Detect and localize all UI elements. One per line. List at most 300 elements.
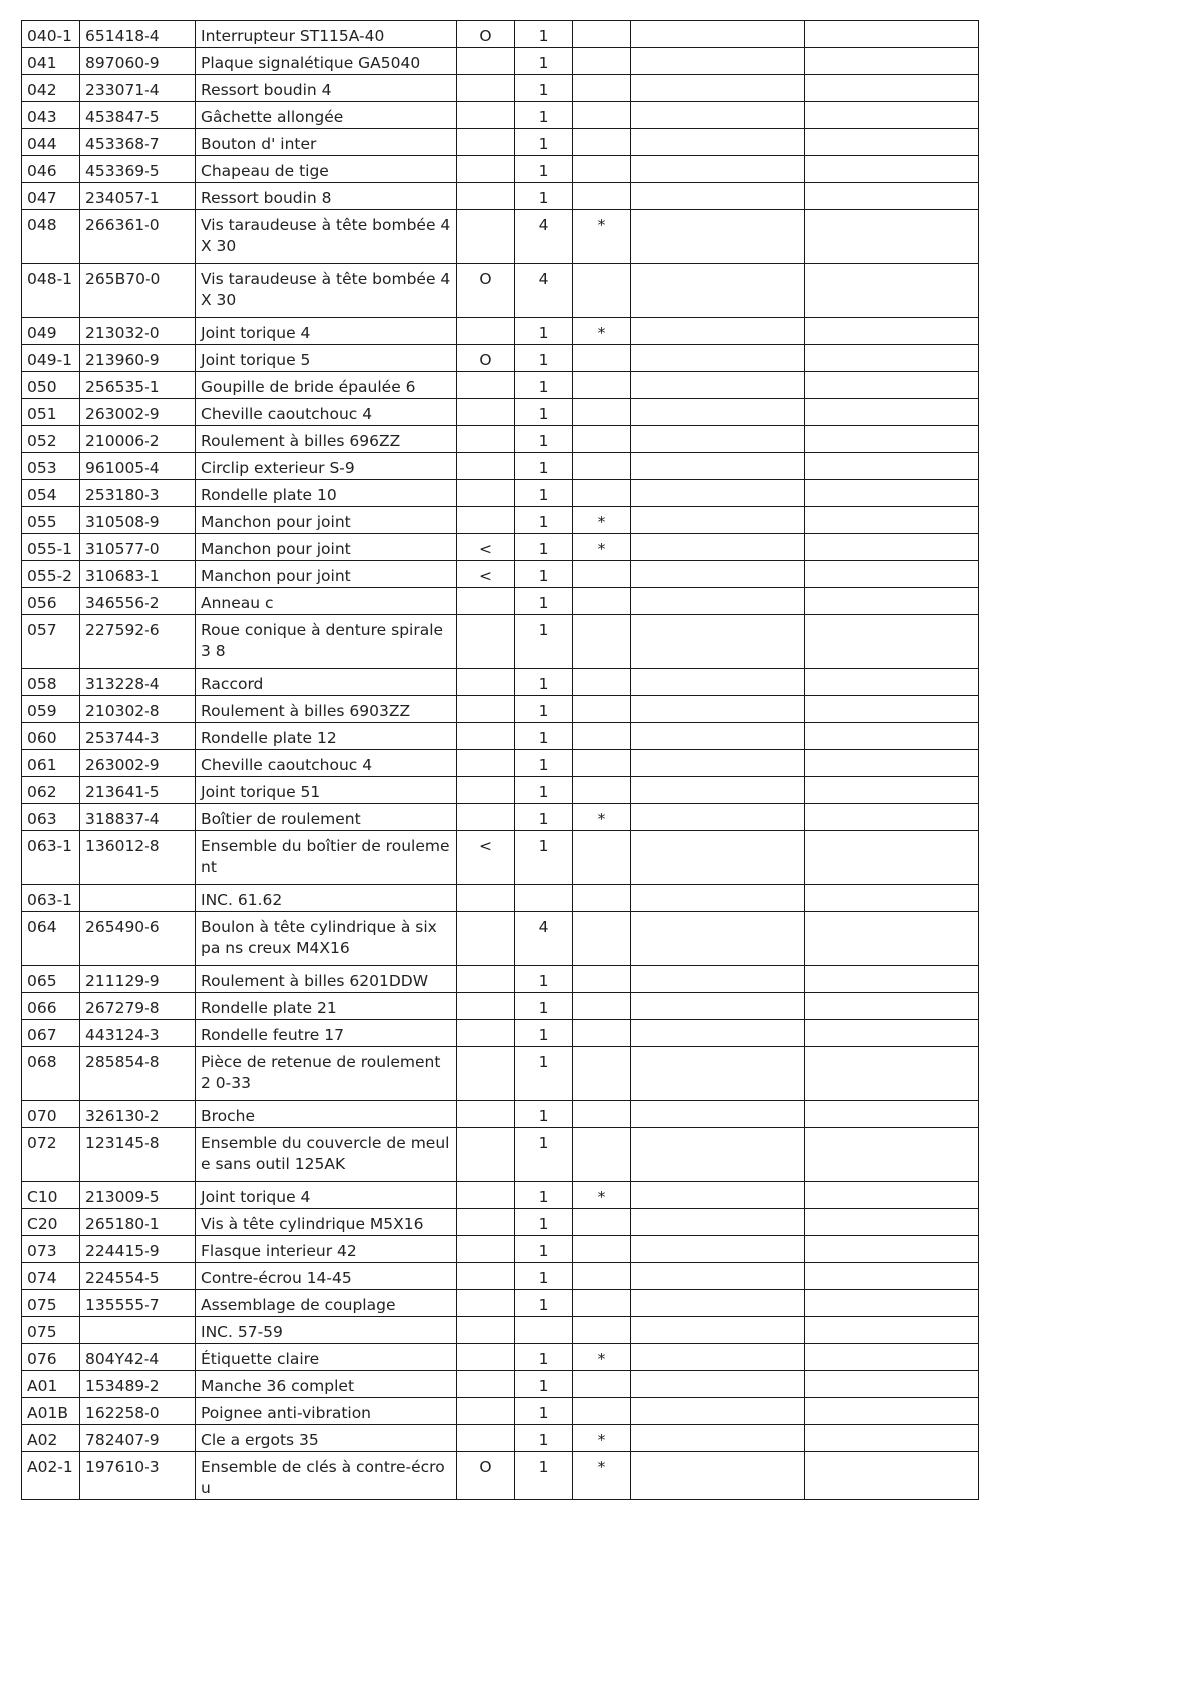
- blank-cell: [631, 1101, 805, 1128]
- quantity-cell: 1: [515, 561, 573, 588]
- blank-cell: [805, 750, 979, 777]
- substitution-cell: [457, 1344, 515, 1371]
- blank-cell: [631, 1344, 805, 1371]
- quantity-cell: 1: [515, 426, 573, 453]
- blank-cell: [631, 129, 805, 156]
- substitution-cell: [457, 507, 515, 534]
- description-cell: INC. 61.62: [196, 885, 457, 912]
- mark-cell: [573, 885, 631, 912]
- quantity-cell: 1: [515, 831, 573, 885]
- blank-cell: [805, 1209, 979, 1236]
- blank-cell: [805, 831, 979, 885]
- table-row: [22, 750, 979, 777]
- item-code-cell: 055-2: [22, 561, 80, 588]
- description-cell: Ressort boudin 8: [196, 183, 457, 210]
- item-code-cell: 053: [22, 453, 80, 480]
- substitution-cell: [457, 1290, 515, 1317]
- blank-cell: [805, 1452, 979, 1500]
- substitution-cell: [457, 1371, 515, 1398]
- blank-cell: [631, 534, 805, 561]
- blank-cell: [631, 264, 805, 318]
- substitution-cell: [457, 318, 515, 345]
- substitution-cell: [457, 1182, 515, 1209]
- substitution-cell: [457, 399, 515, 426]
- blank-cell: [805, 318, 979, 345]
- table-row: [22, 1452, 979, 1500]
- item-code-cell: 049-1: [22, 345, 80, 372]
- blank-cell: [805, 1344, 979, 1371]
- blank-cell: [631, 453, 805, 480]
- mark-cell: [573, 48, 631, 75]
- quantity-cell: 1: [515, 75, 573, 102]
- table-row: [22, 345, 979, 372]
- item-code-cell: 048: [22, 210, 80, 264]
- table-row: [22, 1371, 979, 1398]
- description-cell: Contre-écrou 14-45: [196, 1263, 457, 1290]
- substitution-cell: [457, 993, 515, 1020]
- description-cell: Rondelle plate 21: [196, 993, 457, 1020]
- item-code-cell: 050: [22, 372, 80, 399]
- part-number-cell: 213032-0: [80, 318, 196, 345]
- part-number-cell: 233071-4: [80, 75, 196, 102]
- description-cell: Boîtier de roulement: [196, 804, 457, 831]
- blank-cell: [631, 777, 805, 804]
- part-number-cell: 213960-9: [80, 345, 196, 372]
- quantity-cell: 1: [515, 156, 573, 183]
- mark-cell: [573, 777, 631, 804]
- part-number-cell: 453847-5: [80, 102, 196, 129]
- part-number-cell: 285854-8: [80, 1047, 196, 1101]
- description-cell: Interrupteur ST115A-40: [196, 21, 457, 48]
- substitution-cell: <: [457, 831, 515, 885]
- table-row: [22, 1128, 979, 1182]
- substitution-cell: [457, 588, 515, 615]
- item-code-cell: 041: [22, 48, 80, 75]
- part-number-cell: 651418-4: [80, 21, 196, 48]
- table-row: [22, 885, 979, 912]
- part-number-cell: 197610-3: [80, 1452, 196, 1500]
- mark-cell: [573, 1236, 631, 1263]
- mark-cell: [573, 1101, 631, 1128]
- part-number-cell: 123145-8: [80, 1128, 196, 1182]
- part-number-cell: 804Y42-4: [80, 1344, 196, 1371]
- blank-cell: [631, 1209, 805, 1236]
- blank-cell: [805, 1020, 979, 1047]
- substitution-cell: O: [457, 345, 515, 372]
- blank-cell: [805, 21, 979, 48]
- description-cell: Pièce de retenue de roulement 2 0-33: [196, 1047, 457, 1101]
- table-row: [22, 372, 979, 399]
- blank-cell: [631, 669, 805, 696]
- quantity-cell: 1: [515, 669, 573, 696]
- description-cell: Rondelle plate 12: [196, 723, 457, 750]
- description-cell: INC. 57-59: [196, 1317, 457, 1344]
- description-cell: Roulement à billes 6201DDW: [196, 966, 457, 993]
- mark-cell: [573, 75, 631, 102]
- item-code-cell: A01: [22, 1371, 80, 1398]
- description-cell: Roulement à billes 6903ZZ: [196, 696, 457, 723]
- item-code-cell: A02-1: [22, 1452, 80, 1500]
- blank-cell: [631, 750, 805, 777]
- item-code-cell: 056: [22, 588, 80, 615]
- part-number-cell: 265B70-0: [80, 264, 196, 318]
- table-row: [22, 777, 979, 804]
- part-number-cell: 210006-2: [80, 426, 196, 453]
- item-code-cell: 074: [22, 1263, 80, 1290]
- table-row: [22, 1290, 979, 1317]
- mark-cell: [573, 264, 631, 318]
- blank-cell: [631, 156, 805, 183]
- blank-cell: [631, 561, 805, 588]
- blank-cell: [805, 912, 979, 966]
- table-row: [22, 912, 979, 966]
- quantity-cell: 4: [515, 210, 573, 264]
- item-code-cell: 067: [22, 1020, 80, 1047]
- description-cell: Joint torique 51: [196, 777, 457, 804]
- blank-cell: [805, 102, 979, 129]
- quantity-cell: 4: [515, 912, 573, 966]
- substitution-cell: [457, 102, 515, 129]
- part-number-cell: 211129-9: [80, 966, 196, 993]
- item-code-cell: 075: [22, 1317, 80, 1344]
- description-cell: Rondelle plate 10: [196, 480, 457, 507]
- blank-cell: [631, 345, 805, 372]
- part-number-cell: 782407-9: [80, 1425, 196, 1452]
- table-row: [22, 183, 979, 210]
- blank-cell: [805, 588, 979, 615]
- item-code-cell: 049: [22, 318, 80, 345]
- substitution-cell: [457, 372, 515, 399]
- item-code-cell: 061: [22, 750, 80, 777]
- parts-table-body: [22, 21, 979, 1500]
- item-code-cell: 063: [22, 804, 80, 831]
- table-row: [22, 264, 979, 318]
- quantity-cell: 1: [515, 48, 573, 75]
- blank-cell: [631, 399, 805, 426]
- item-code-cell: 075: [22, 1290, 80, 1317]
- part-number-cell: 897060-9: [80, 48, 196, 75]
- description-cell: Bouton d' inter: [196, 129, 457, 156]
- quantity-cell: 1: [515, 588, 573, 615]
- description-cell: Gâchette allongée: [196, 102, 457, 129]
- quantity-cell: 1: [515, 1236, 573, 1263]
- quantity-cell: 1: [515, 804, 573, 831]
- table-row: [22, 669, 979, 696]
- table-row: [22, 210, 979, 264]
- substitution-cell: [457, 210, 515, 264]
- description-cell: Circlip exterieur S-9: [196, 453, 457, 480]
- quantity-cell: 1: [515, 399, 573, 426]
- substitution-cell: O: [457, 21, 515, 48]
- parts-table: [21, 20, 979, 1500]
- item-code-cell: 072: [22, 1128, 80, 1182]
- mark-cell: [573, 912, 631, 966]
- quantity-cell: 1: [515, 1047, 573, 1101]
- substitution-cell: [457, 48, 515, 75]
- blank-cell: [631, 723, 805, 750]
- description-cell: Vis à tête cylindrique M5X16: [196, 1209, 457, 1236]
- mark-cell: [573, 21, 631, 48]
- blank-cell: [631, 426, 805, 453]
- part-number-cell: 135555-7: [80, 1290, 196, 1317]
- mark-cell: [573, 129, 631, 156]
- blank-cell: [805, 453, 979, 480]
- quantity-cell: 1: [515, 1263, 573, 1290]
- part-number-cell: 253744-3: [80, 723, 196, 750]
- item-code-cell: 052: [22, 426, 80, 453]
- substitution-cell: [457, 885, 515, 912]
- mark-cell: *: [573, 1452, 631, 1500]
- mark-cell: [573, 1263, 631, 1290]
- blank-cell: [805, 1182, 979, 1209]
- part-number-cell: 267279-8: [80, 993, 196, 1020]
- mark-cell: [573, 615, 631, 669]
- substitution-cell: [457, 129, 515, 156]
- quantity-cell: 1: [515, 1452, 573, 1500]
- blank-cell: [631, 372, 805, 399]
- quantity-cell: 1: [515, 129, 573, 156]
- quantity-cell: 1: [515, 1371, 573, 1398]
- mark-cell: [573, 156, 631, 183]
- item-code-cell: 059: [22, 696, 80, 723]
- item-code-cell: 044: [22, 129, 80, 156]
- item-code-cell: 057: [22, 615, 80, 669]
- blank-cell: [631, 696, 805, 723]
- quantity-cell: 1: [515, 1425, 573, 1452]
- blank-cell: [805, 1128, 979, 1182]
- blank-cell: [805, 534, 979, 561]
- quantity-cell: 1: [515, 696, 573, 723]
- blank-cell: [631, 102, 805, 129]
- item-code-cell: 066: [22, 993, 80, 1020]
- item-code-cell: 068: [22, 1047, 80, 1101]
- substitution-cell: [457, 1128, 515, 1182]
- description-cell: Goupille de bride épaulée 6: [196, 372, 457, 399]
- part-number-cell: 453368-7: [80, 129, 196, 156]
- description-cell: Manchon pour joint: [196, 507, 457, 534]
- blank-cell: [631, 1398, 805, 1425]
- blank-cell: [631, 1371, 805, 1398]
- part-number-cell: 310683-1: [80, 561, 196, 588]
- item-code-cell: C20: [22, 1209, 80, 1236]
- blank-cell: [805, 480, 979, 507]
- table-row: [22, 696, 979, 723]
- quantity-cell: 1: [515, 1101, 573, 1128]
- part-number-cell: 265180-1: [80, 1209, 196, 1236]
- blank-cell: [631, 318, 805, 345]
- item-code-cell: 046: [22, 156, 80, 183]
- table-row: [22, 534, 979, 561]
- substitution-cell: [457, 1317, 515, 1344]
- table-row: [22, 1209, 979, 1236]
- blank-cell: [805, 507, 979, 534]
- mark-cell: [573, 696, 631, 723]
- blank-cell: [805, 777, 979, 804]
- mark-cell: [573, 1317, 631, 1344]
- mark-cell: [573, 1371, 631, 1398]
- table-row: [22, 1236, 979, 1263]
- item-code-cell: A02: [22, 1425, 80, 1452]
- part-number-cell: 346556-2: [80, 588, 196, 615]
- quantity-cell: 1: [515, 1344, 573, 1371]
- mark-cell: *: [573, 534, 631, 561]
- table-row: [22, 1101, 979, 1128]
- table-row: [22, 1182, 979, 1209]
- substitution-cell: <: [457, 561, 515, 588]
- part-number-cell: 263002-9: [80, 750, 196, 777]
- table-row: [22, 1047, 979, 1101]
- blank-cell: [631, 804, 805, 831]
- item-code-cell: 055: [22, 507, 80, 534]
- item-code-cell: 065: [22, 966, 80, 993]
- table-row: [22, 1263, 979, 1290]
- description-cell: Joint torique 5: [196, 345, 457, 372]
- blank-cell: [805, 1425, 979, 1452]
- blank-cell: [805, 561, 979, 588]
- blank-cell: [631, 588, 805, 615]
- mark-cell: [573, 1290, 631, 1317]
- quantity-cell: 1: [515, 1128, 573, 1182]
- table-row: [22, 804, 979, 831]
- quantity-cell: 1: [515, 21, 573, 48]
- part-number-cell: 213641-5: [80, 777, 196, 804]
- mark-cell: *: [573, 1425, 631, 1452]
- blank-cell: [631, 183, 805, 210]
- substitution-cell: [457, 183, 515, 210]
- substitution-cell: [457, 750, 515, 777]
- quantity-cell: 1: [515, 1182, 573, 1209]
- quantity-cell: [515, 1317, 573, 1344]
- blank-cell: [805, 615, 979, 669]
- blank-cell: [631, 1128, 805, 1182]
- blank-cell: [805, 264, 979, 318]
- substitution-cell: O: [457, 264, 515, 318]
- table-row: [22, 48, 979, 75]
- blank-cell: [631, 831, 805, 885]
- blank-cell: [631, 1047, 805, 1101]
- blank-cell: [631, 507, 805, 534]
- mark-cell: [573, 1398, 631, 1425]
- quantity-cell: 4: [515, 264, 573, 318]
- part-number-cell: 310577-0: [80, 534, 196, 561]
- table-row: [22, 615, 979, 669]
- quantity-cell: 1: [515, 966, 573, 993]
- substitution-cell: [457, 1101, 515, 1128]
- blank-cell: [805, 129, 979, 156]
- item-code-cell: 048-1: [22, 264, 80, 318]
- blank-cell: [631, 21, 805, 48]
- blank-cell: [631, 75, 805, 102]
- blank-cell: [805, 723, 979, 750]
- substitution-cell: [457, 912, 515, 966]
- quantity-cell: 1: [515, 750, 573, 777]
- blank-cell: [631, 1290, 805, 1317]
- table-row: [22, 993, 979, 1020]
- description-cell: Roulement à billes 696ZZ: [196, 426, 457, 453]
- quantity-cell: 1: [515, 318, 573, 345]
- substitution-cell: [457, 615, 515, 669]
- item-code-cell: 055-1: [22, 534, 80, 561]
- item-code-cell: 054: [22, 480, 80, 507]
- quantity-cell: 1: [515, 1398, 573, 1425]
- part-number-cell: 256535-1: [80, 372, 196, 399]
- substitution-cell: [457, 1236, 515, 1263]
- substitution-cell: [457, 804, 515, 831]
- substitution-cell: [457, 426, 515, 453]
- mark-cell: *: [573, 1182, 631, 1209]
- blank-cell: [805, 696, 979, 723]
- mark-cell: [573, 669, 631, 696]
- substitution-cell: [457, 1047, 515, 1101]
- table-row: [22, 1425, 979, 1452]
- description-cell: Rondelle feutre 17: [196, 1020, 457, 1047]
- table-row: [22, 831, 979, 885]
- table-row: [22, 723, 979, 750]
- blank-cell: [805, 426, 979, 453]
- description-cell: Manchon pour joint: [196, 534, 457, 561]
- blank-cell: [631, 966, 805, 993]
- blank-cell: [631, 1263, 805, 1290]
- blank-cell: [805, 804, 979, 831]
- mark-cell: [573, 1209, 631, 1236]
- blank-cell: [805, 1236, 979, 1263]
- substitution-cell: [457, 75, 515, 102]
- part-number-cell: 326130-2: [80, 1101, 196, 1128]
- item-code-cell: 042: [22, 75, 80, 102]
- blank-cell: [805, 399, 979, 426]
- description-cell: Roue conique à denture spirale 3 8: [196, 615, 457, 669]
- quantity-cell: 1: [515, 102, 573, 129]
- quantity-cell: 1: [515, 345, 573, 372]
- blank-cell: [805, 183, 979, 210]
- substitution-cell: [457, 1020, 515, 1047]
- description-cell: Plaque signalétique GA5040: [196, 48, 457, 75]
- substitution-cell: [457, 1263, 515, 1290]
- description-cell: Boulon à tête cylindrique à six pa ns creux M4X16: [196, 912, 457, 966]
- mark-cell: [573, 750, 631, 777]
- blank-cell: [631, 1236, 805, 1263]
- blank-cell: [805, 1290, 979, 1317]
- blank-cell: [631, 993, 805, 1020]
- mark-cell: [573, 345, 631, 372]
- table-row: [22, 966, 979, 993]
- description-cell: Anneau c: [196, 588, 457, 615]
- substitution-cell: [457, 966, 515, 993]
- part-number-cell: 253180-3: [80, 480, 196, 507]
- mark-cell: [573, 1020, 631, 1047]
- quantity-cell: 1: [515, 453, 573, 480]
- blank-cell: [805, 993, 979, 1020]
- quantity-cell: 1: [515, 183, 573, 210]
- part-number-cell: 227592-6: [80, 615, 196, 669]
- part-number-cell: 265490-6: [80, 912, 196, 966]
- quantity-cell: 1: [515, 507, 573, 534]
- table-row: [22, 1344, 979, 1371]
- description-cell: Cheville caoutchouc 4: [196, 399, 457, 426]
- description-cell: Chapeau de tige: [196, 156, 457, 183]
- part-number-cell: 162258-0: [80, 1398, 196, 1425]
- mark-cell: [573, 723, 631, 750]
- blank-cell: [631, 1182, 805, 1209]
- item-code-cell: 043: [22, 102, 80, 129]
- part-number-cell: 224554-5: [80, 1263, 196, 1290]
- description-cell: Flasque interieur 42: [196, 1236, 457, 1263]
- item-code-cell: A01B: [22, 1398, 80, 1425]
- table-row: [22, 1020, 979, 1047]
- quantity-cell: 1: [515, 372, 573, 399]
- part-number-cell: 153489-2: [80, 1371, 196, 1398]
- item-code-cell: 060: [22, 723, 80, 750]
